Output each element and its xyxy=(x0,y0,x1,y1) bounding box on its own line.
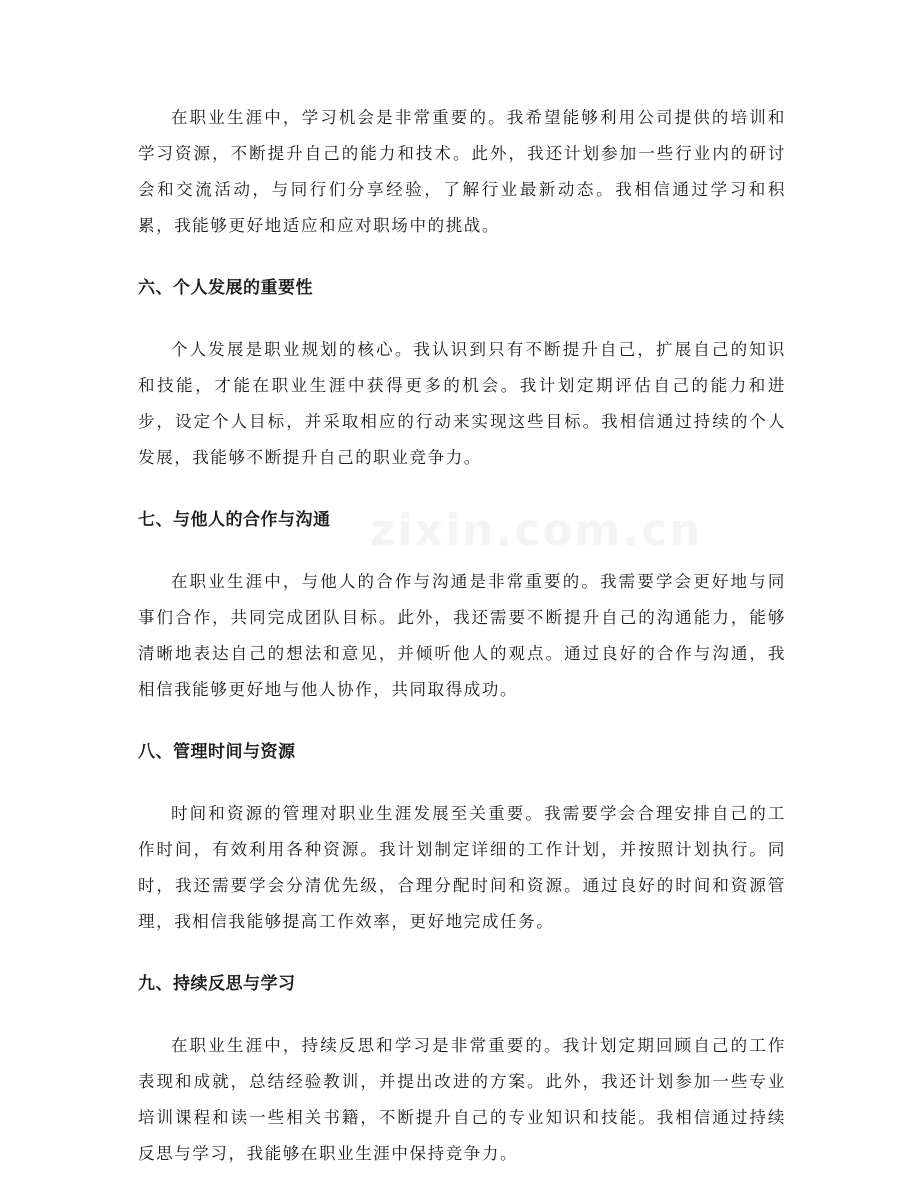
section-6 xyxy=(138,270,786,476)
section-paragraph: 在职业生涯中，持续反思和学习是非常重要的。我计划定期回顾自己的工作表现和成就，总结经验教训，并提出改进的方案。此外，我还计划参加一些专业培训课程和读一些相关书籍，不断提升自己的专业知识和技能。我相信通过持续反思与学习，我能够在职业生涯中保持竞争力。 xyxy=(138,1036,786,1163)
section-9 xyxy=(138,966,786,1172)
section-heading: 九、持续反思与学习 xyxy=(138,974,296,994)
document-body xyxy=(138,100,786,1172)
section-heading: 八、管理时间与资源 xyxy=(138,742,296,762)
intro-paragraph: 在职业生涯中，学习机会是非常重要的。我希望能够利用公司提供的培训和学习资源，不断提升自己的能力和技术。此外，我还计划参加一些行业内的研讨会和交流活动，与同行们分享经验，了解行业最新动态。我相信通过学习和积累，我能够更好地适应和应对职场中的挑战。 xyxy=(138,108,786,235)
section-heading: 六、个人发展的重要性 xyxy=(138,278,313,298)
section-heading: 七、与他人的合作与沟通 xyxy=(138,510,331,530)
section-paragraph: 在职业生涯中，与他人的合作与沟通是非常重要的。我需要学会更好地与同事们合作，共同完成团队目标。此外，我还需要不断提升自己的沟通能力，能够清晰地表达自己的想法和意见，并倾听他人的观点。通过良好的合作与沟通，我相信我能够更好地与他人协作，共同取得成功。 xyxy=(138,572,786,699)
section-paragraph: 个人发展是职业规划的核心。我认识到只有不断提升自己，扩展自己的知识和技能，才能在职业生涯中获得更多的机会。我计划定期评估自己的能力和进步，设定个人目标，并采取相应的行动来实现这些目标。我相信通过持续的个人发展，我能够不断提升自己的职业竞争力。 xyxy=(138,340,786,467)
section-paragraph: 时间和资源的管理对职业生涯发展至关重要。我需要学会合理安排自己的工作时间，有效利用各种资源。我计划制定详细的工作计划，并按照计划执行。同时，我还需要学会分清优先级，合理分配时间和资源。通过良好的时间和资源管理，我相信我能够提高工作效率，更好地完成任务。 xyxy=(138,804,786,931)
section-8 xyxy=(138,734,786,940)
section-7 xyxy=(138,502,786,708)
